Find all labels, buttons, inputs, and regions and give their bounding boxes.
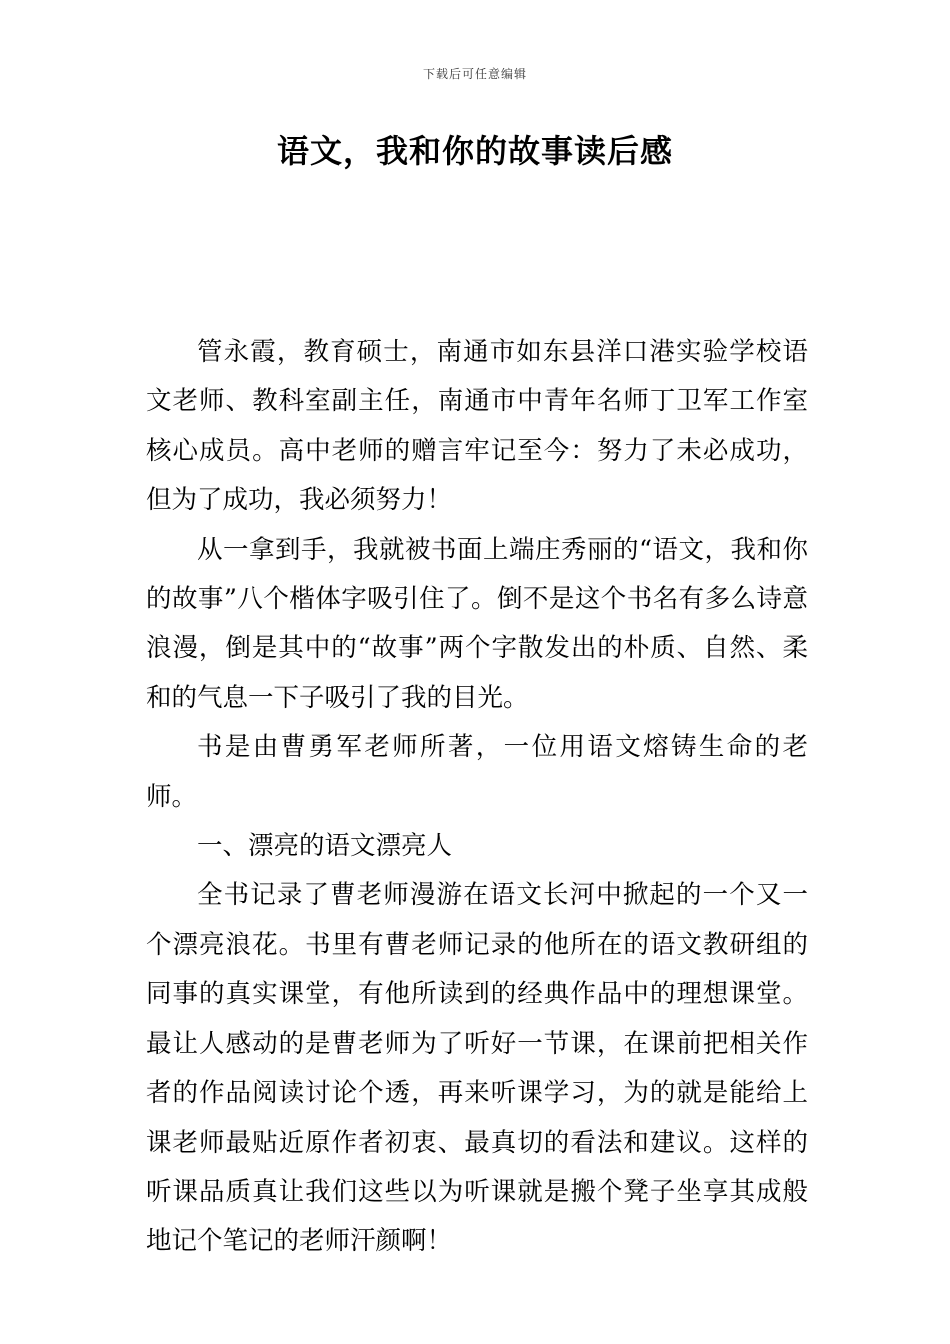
header-note: 下载后可任意编辑 bbox=[422, 67, 527, 81]
section-heading: 一、漂亮的语文漂亮人 bbox=[197, 831, 453, 862]
paragraph-book-author: 书是由曹勇军老师所著，一位用语文熔铸生命的老师。 bbox=[146, 732, 808, 812]
paragraph-first-impression: 从一拿到手，我就被书面上端庄秀丽的“语文，我和你的故事”八个楷体字吸引住了。倒不是这个书名有多么诗意浪漫，倒是其中的“故事”两个字散发出的朴质、自然、柔和的气息一下子吸引了我的目光。 bbox=[146, 534, 808, 713]
paragraph-author-bio: 管永霞，教育硕士，南通市如东县洋口港实验学校语文老师、教科室副主任，南通市中青年名师丁卫军工作室核心成员。高中老师的赠言牢记至今：努力了未必成功，但为了成功，我必须努力！ bbox=[146, 337, 808, 516]
document-body bbox=[146, 328, 808, 1267]
document-title: 语文，我和你的故事读后感 bbox=[276, 132, 673, 170]
paragraph-book-content: 全书记录了曹老师漫游在语文长河中掀起的一个又一个漂亮浪花。书里有曹老师记录的他所在的语文教研组的同事的真实课堂，有他所读到的经典作品中的理想课堂。最让人感动的是曹老师为了听好一节课，在课前把相关作者的作品阅读讨论个透，再来听课学习，为的就是能给上课老师最贴近原作者初衷、最真切的看法和建议。这样的听课品质真让我们这些以为听课就是搬个凳子坐享其成般地记个笔记的老师汗颜啊！ bbox=[146, 880, 808, 1257]
